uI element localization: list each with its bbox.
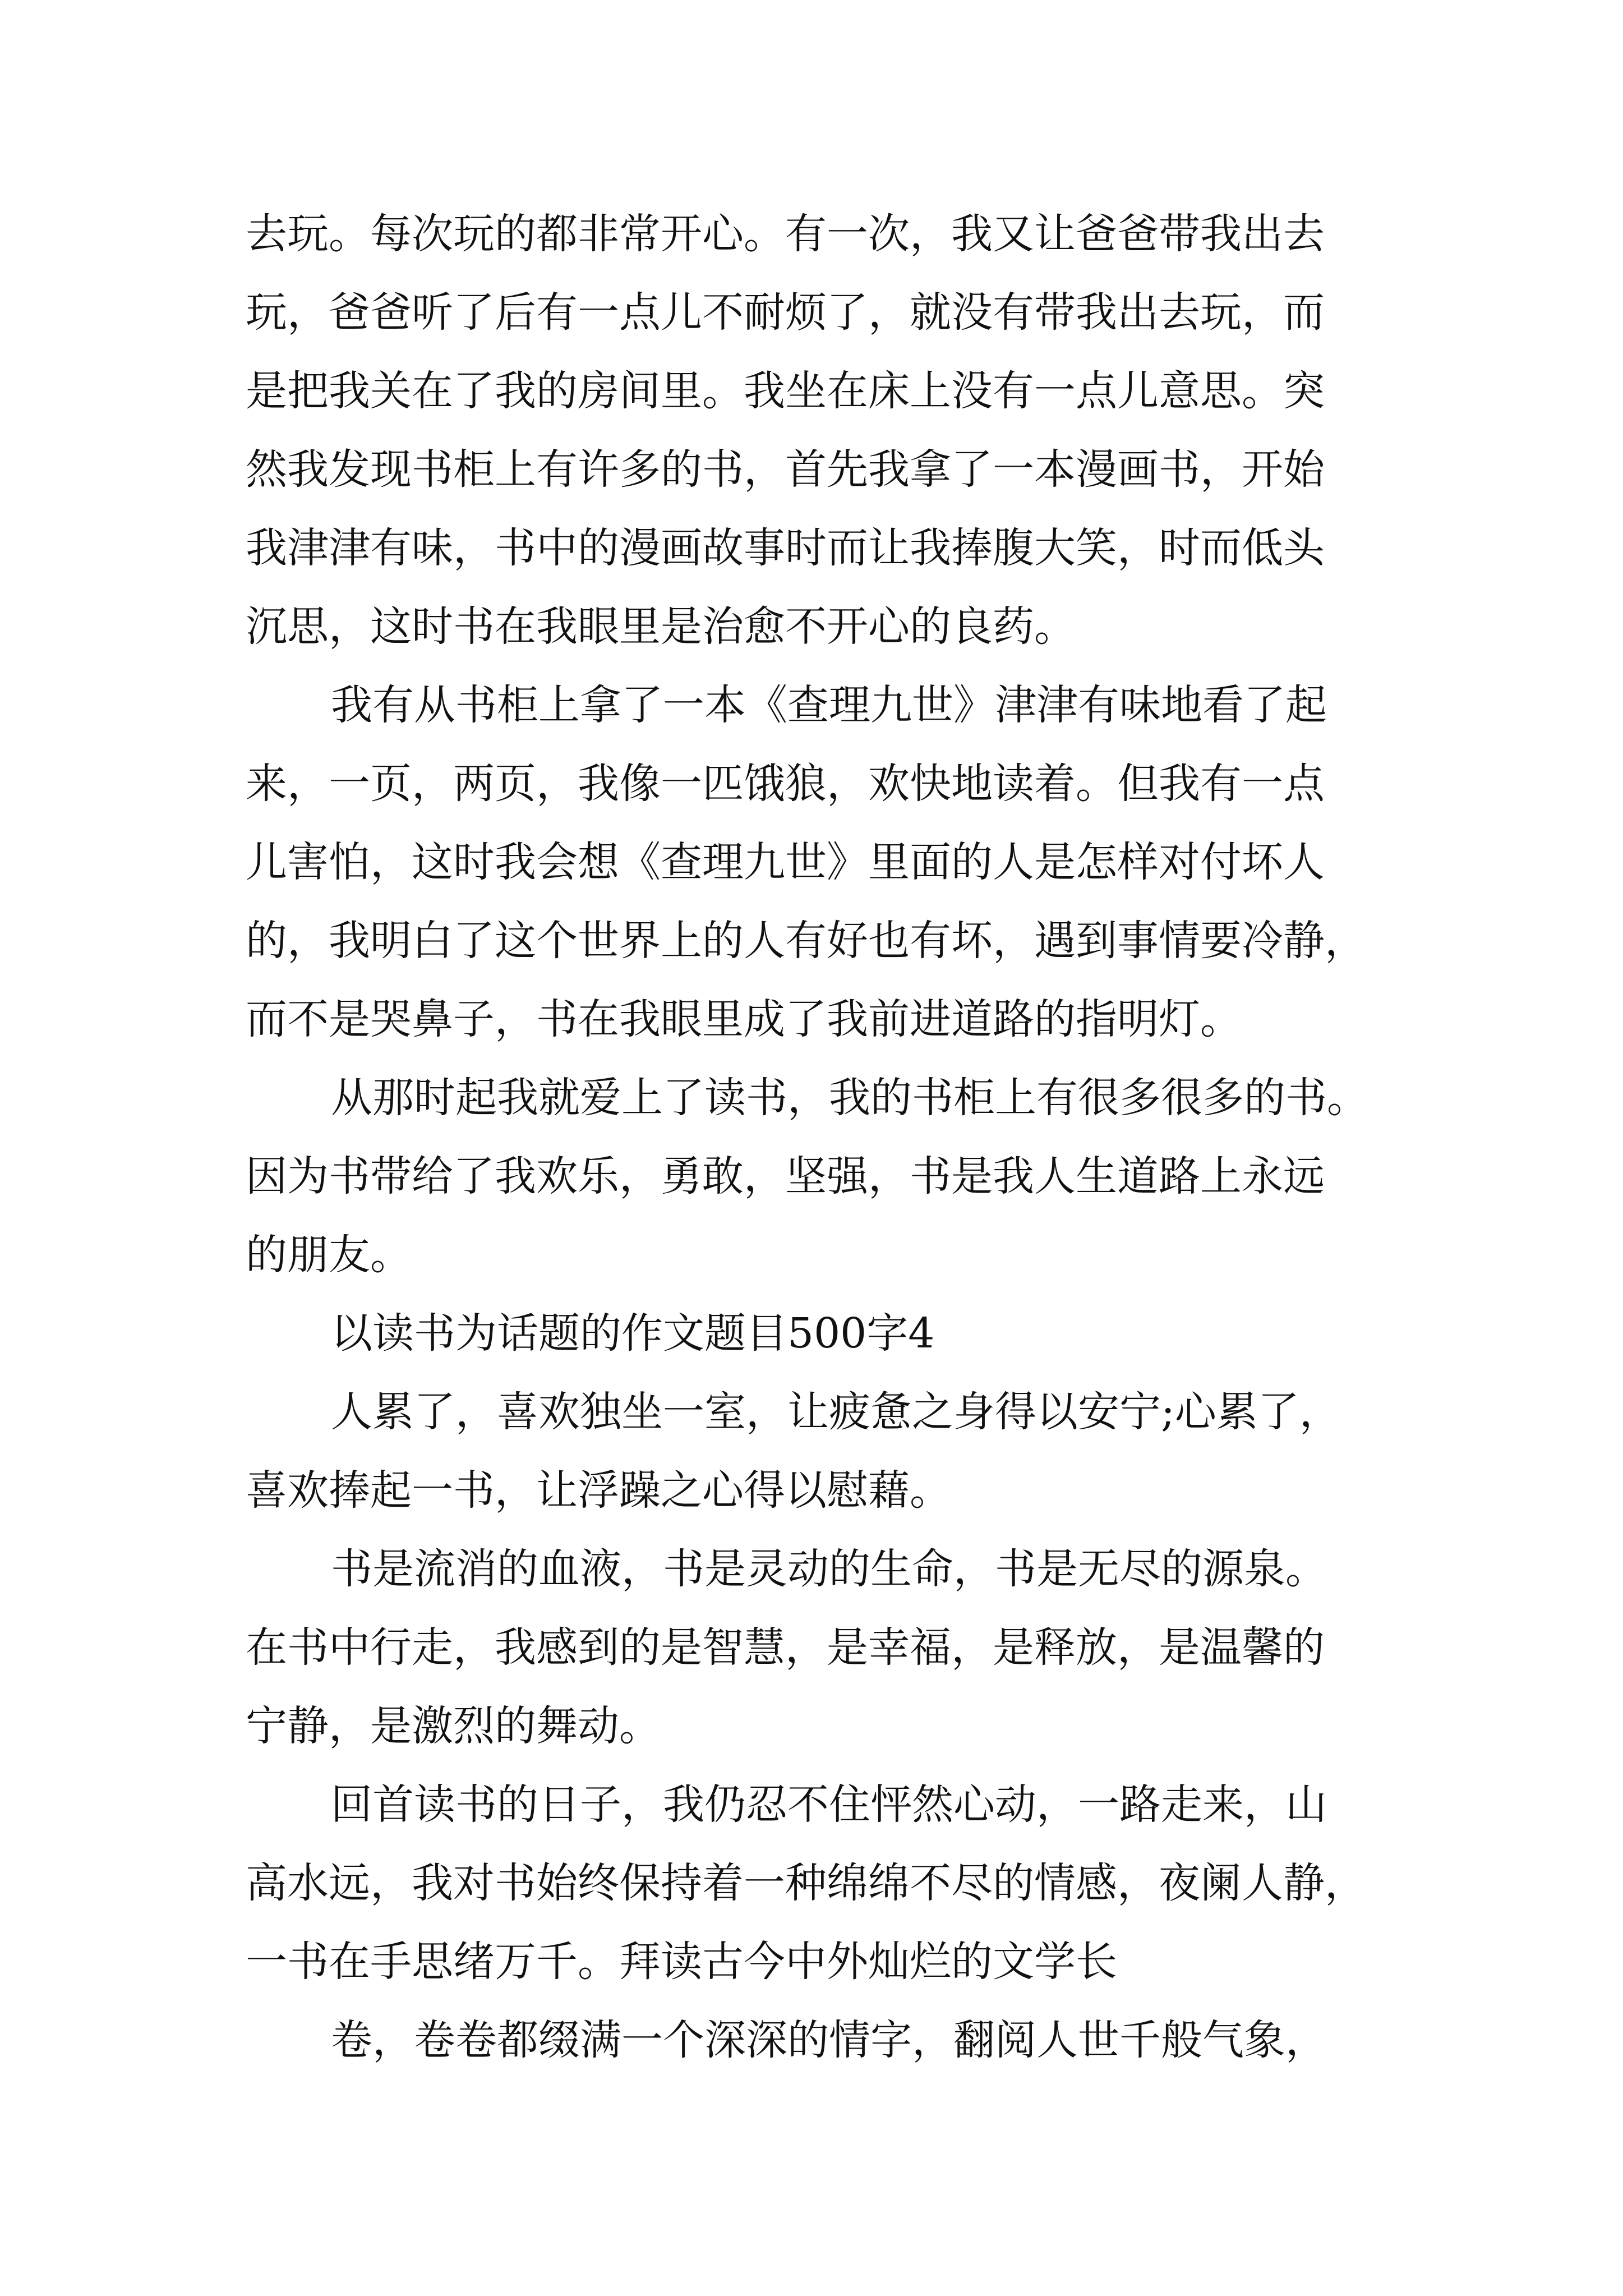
paragraph-line: 高水远，我对书始终保持着一种绵绵不尽的情感，夜阑人静， <box>246 1859 1366 1907</box>
paragraph-line: 的，我明白了这个世界上的人有好也有坏，遇到事情要冷静， <box>246 917 1366 965</box>
paragraph-line: 喜欢捧起一书，让浮躁之心得以慰藉。 <box>246 1466 951 1515</box>
paragraph-line: 宁静，是激烈的舞动。 <box>246 1702 661 1750</box>
paragraph-line: 沉思，这时书在我眼里是治愈不开心的良药。 <box>246 602 1076 651</box>
paragraph-line: 我津津有味，书中的漫画故事时而让我捧腹大笑，时而低头 <box>246 524 1325 572</box>
paragraph-line: 而不是哭鼻子，书在我眼里成了我前进道路的指明灯。 <box>246 995 1242 1043</box>
paragraph-line: 是把我关在了我的房间里。我坐在床上没有一点儿意思。突 <box>246 367 1325 415</box>
paragraph-line: 在书中行走，我感到的是智慧，是幸福，是释放，是温馨的 <box>246 1623 1325 1672</box>
paragraph-line: 书是流消的血液，书是灵动的生命，书是无尽的源泉。 <box>331 1545 1327 1593</box>
paragraph-line: 一书在手思绪万千。拜读古今中外灿烂的文学长 <box>246 1938 1117 1986</box>
paragraph-line: 回首读书的日子，我仍忍不住怦然心动，一路走来，山 <box>331 1780 1327 1829</box>
paragraph-line: 去玩。每次玩的都非常开心。有一次，我又让爸爸带我出去 <box>246 210 1325 258</box>
paragraph-line: 人累了，喜欢独坐一室，让疲惫之身得以安宁;心累了， <box>331 1388 1341 1436</box>
paragraph-line: 从那时起我就爱上了读书，我的书柜上有很多很多的书。 <box>331 1074 1368 1122</box>
paragraph-line: 儿害怕，这时我会想《查理九世》里面的人是怎样对付坏人 <box>246 838 1325 886</box>
paragraph-line: 的朋友。 <box>246 1231 412 1279</box>
paragraph-line: 然我发现书柜上有许多的书，首先我拿了一本漫画书，开始 <box>246 445 1325 494</box>
paragraph-line: 我有从书柜上拿了一本《查理九世》津津有味地看了起 <box>331 681 1327 729</box>
section-heading: 以读书为话题的作文题目500字4 <box>331 1309 935 1358</box>
paragraph-line: 玩，爸爸听了后有一点儿不耐烦了，就没有带我出去玩，而 <box>246 288 1325 337</box>
paragraph-line: 卷，卷卷都缀满一个深深的情字，翻阅人世千般气象， <box>331 2016 1327 2064</box>
paragraph-line: 来，一页，两页，我像一匹饿狼，欢快地读着。但我有一点 <box>246 760 1325 808</box>
paragraph-line: 因为书带给了我欢乐，勇敢，坚强，书是我人生道路上永远 <box>246 1152 1325 1200</box>
